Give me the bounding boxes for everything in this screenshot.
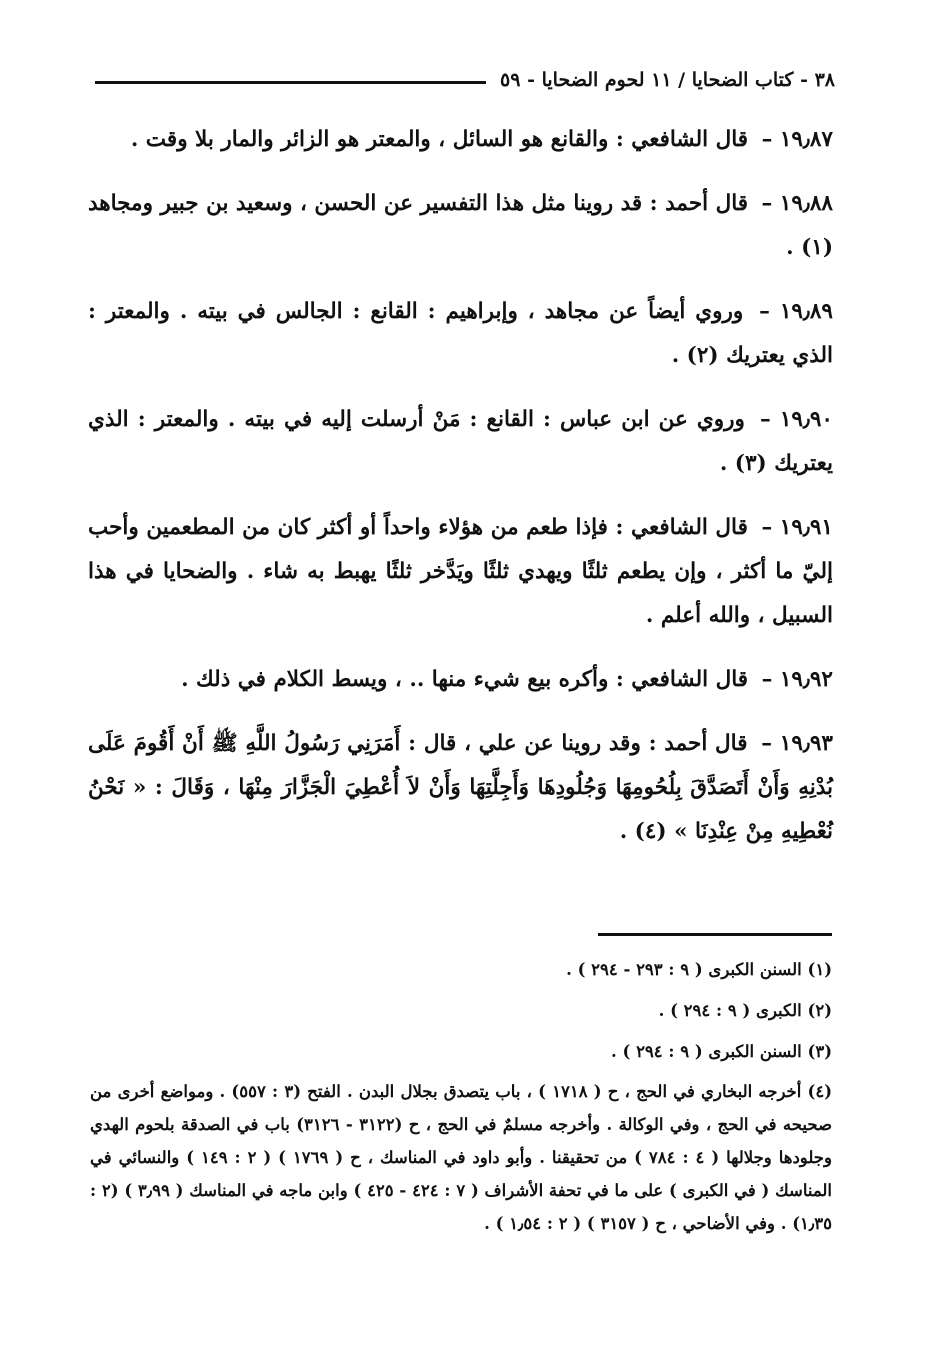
paragraph-1993 bbox=[88, 722, 833, 854]
header-title: ٣٨ - كتاب الضحايا / ١١ لحوم الضحايا - ٥٩ bbox=[500, 69, 835, 91]
paragraph-text: قال الشافعي : والقانع هو السائل ، والمعتر هو الزائر والمار بلا وقت . bbox=[130, 127, 749, 152]
footnote-2: (٢) الكبرى ( ٩ : ٢٩٤ ) . bbox=[658, 1001, 832, 1020]
paragraph-text: قال الشافعي : وأكره بيع شيء منها .. ، ويسط الكلام في ذلك . bbox=[181, 667, 749, 692]
paragraph-text: قال أحمد : وقد روينا عن علي ، قال : أَمَرَنِي رَسُولُ اللَّهِ ﷺ أَنْ أَقُومَ عَلَى بُدْنِهِ وَأَنْ أَتَصَدَّقَ بِلُحُومِهَا وَجُلُودِهَا وَأَجِلَّتِهَا وَأَنْ لاَ أُعْطِيَ الْجَزَّارَ مِنْهَا ، وَقَالَ : « نَحْنُ نُعْطِيهِ مِنْ عِنْدِنَا » (٤) . bbox=[88, 731, 833, 844]
footnote-1: (١) السنن الكبرى ( ٩ : ٢٩٣ - ٢٩٤ ) . bbox=[566, 960, 832, 979]
paragraph-text: قال أحمد : قد روينا مثل هذا التفسير عن الحسن ، وسعيد بن جبير ومجاهد (١) . bbox=[88, 191, 833, 260]
paragraph-1992 bbox=[88, 658, 833, 702]
paragraph-1989 bbox=[88, 290, 833, 378]
paragraph-1991 bbox=[88, 506, 833, 638]
footnote-3: (٣) السنن الكبرى ( ٩ : ٢٩٤ ) . bbox=[611, 1042, 832, 1061]
paragraph-number: ١٩٫٩٢ – bbox=[761, 667, 833, 692]
header-rule bbox=[95, 81, 486, 84]
paragraph-text: وروي عن ابن عباس : القانع : مَنْ أرسلت إليه في بيته . والمعتر : الذي يعتريك (٣) . bbox=[88, 407, 833, 476]
paragraph-number: ١٩٫٨٨ – bbox=[761, 191, 833, 216]
paragraph-number: ١٩٫٨٧ – bbox=[761, 127, 833, 152]
footnotes bbox=[90, 952, 832, 1246]
paragraph-1987 bbox=[88, 118, 833, 162]
paragraph-number: ١٩٫٩٠ – bbox=[759, 407, 833, 432]
paragraph-number: ١٩٫٨٩ – bbox=[759, 299, 833, 324]
paragraph-1988 bbox=[88, 182, 833, 270]
paragraph-number: ١٩٫٩١ – bbox=[761, 515, 833, 540]
paragraph-text: وروي أيضاً عن مجاهد ، وإبراهيم : القانع : الجالس في بيته . والمعتر : الذي يعتريك (٢) . bbox=[88, 299, 833, 368]
footnote-4: (٤) أخرجه البخاري في الحج ، ح ( ١٧١٨ ) ، باب يتصدق بجلال البدن . الفتح (٣ : ٥٥٧) . ومواضع أخرى من صحيحه في الحج ، وفي الوكالة . وأخرجه مسلمٌ في الحج ، ح (٣١٢٢ - ٣١٢٦) باب في الصدقة بلحوم الهدي وجلودها وجلالها ( ٤ : ٧٨٤ ) من تحقيقنا . وأبو داود في المناسك ، ح ( ١٧٦٩ ) ( ٢ : ١٤٩ ) والنسائي في المناسك ( في الكبرى ) على ما في تحفة الأشراف ( ٧ : ٤٢٤ - ٤٢٥ ) وابن ماجه في المناسك ( ٣٫٩٩ ) (٢ : ١٫٣٥) . وفي الأضاحي ، ح ( ٣١٥٧ ) ( ٢ : ١٫٥٤ ) . bbox=[90, 1082, 833, 1233]
paragraph-text: قال الشافعي : فإذا طعم من هؤلاء واحداً أو أكثر كان من المطعمين وأحب إليّ ما أكثر ، وإن يطعم ثلثًا ويهدي ثلثًا ويَدَّخر ثلثًا يهبط به شاء . والضحايا في هذا السبيل ، والله أعلم . bbox=[88, 515, 833, 628]
paragraph-1990 bbox=[88, 398, 833, 486]
running-header bbox=[95, 62, 835, 98]
paragraph-number: ١٩٫٩٣ – bbox=[761, 731, 833, 756]
main-text bbox=[88, 118, 833, 874]
footnote-separator bbox=[598, 933, 832, 936]
